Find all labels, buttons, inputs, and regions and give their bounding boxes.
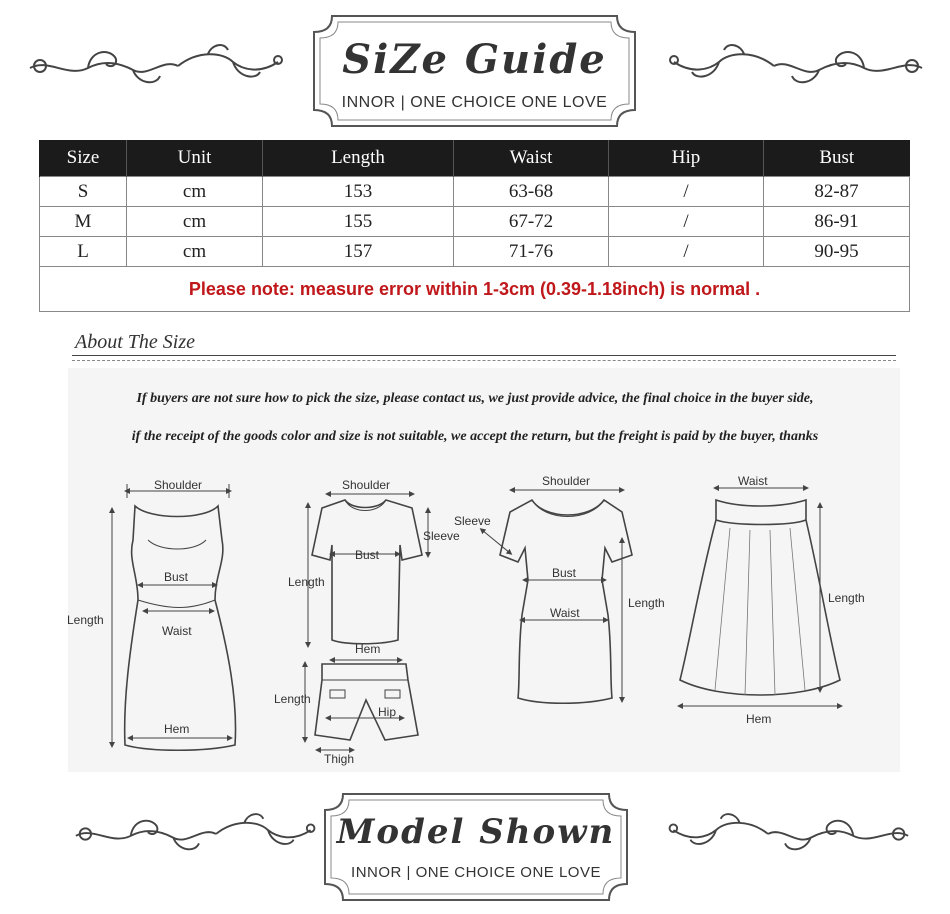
banner-title: Model Shown [336,812,616,852]
table-cell: / [609,207,764,237]
table-cell: cm [127,177,263,207]
model-shown-banner [0,788,950,908]
shorts-outline [315,664,418,740]
table-cell: cm [127,237,263,267]
banner-subtitle: INNOR | ONE CHOICE ONE LOVE [341,94,608,111]
shorts-hip-label: Hip [378,705,397,719]
tshirt-bust-label: Bust [355,548,380,562]
column-header: Unit [127,140,263,177]
table-cell: 155 [263,207,454,237]
table-cell: S [40,177,127,207]
tshirt-sleeve-label: Sleeve [423,529,460,543]
about-text-line-2: if the receipt of the goods color and size is not suitable, we accept the return, but the freight is paid by the buyer, thanks [131,429,819,444]
table-cell: 71-76 [454,237,609,267]
table-cell: / [609,237,764,267]
table-cell: 90-95 [764,237,910,267]
dress-length-label: Length [67,613,104,627]
top-measure-lines [482,490,622,700]
banner-subtitle: INNOR | ONE CHOICE ONE LOVE [351,864,601,881]
banner-title: SiZe Guide [342,36,607,83]
tshirt-diagram [312,500,422,644]
dress-shoulder-label: Shoulder [154,478,203,492]
dress-measure-lines [112,484,230,745]
measurement-note: Please note: measure error within 1-3cm (0.39-1.18inch) is normal . [40,267,910,312]
about-text-line-1: If buyers are not sure how to pick the size, please contact us, we just provide advice, the final choice in the buyer side, [136,391,814,406]
table-cell: 63-68 [454,177,609,207]
dress-bust-label: Bust [164,570,189,584]
table-cell: 86-91 [764,207,910,237]
column-header: Waist [454,140,609,177]
tshirt-shoulder-label: Shoulder [342,478,391,492]
column-header: Hip [609,140,764,177]
dress-waist-label: Waist [162,624,192,638]
about-title: About The Size [75,331,195,353]
column-header: Length [263,140,454,177]
skirt-measure-lines [680,488,840,706]
table-cell: 153 [263,177,454,207]
top-diagram [500,500,632,703]
skirt-hem-label: Hem [746,712,772,726]
shorts-length-label: Length [274,692,311,706]
table-cell: L [40,237,127,267]
table-cell: 157 [263,237,454,267]
table-cell: cm [127,207,263,237]
model-shown-plaque [323,792,629,902]
column-header: Size [40,140,127,177]
tshirt-hem-label: Hem [355,642,381,656]
skirt-diagram [680,500,840,695]
top-bust-label: Bust [552,566,577,580]
skirt-waist-label: Waist [738,474,768,488]
column-header: Bust [764,140,910,177]
top-sleeve-label: Sleeve [454,514,491,528]
top-shoulder-label: Shoulder [542,474,591,488]
top-outline [500,500,632,703]
dress-hem-label: Hem [164,722,190,736]
table-cell: / [609,177,764,207]
left-flourish-ornament [74,808,322,858]
tshirt-length-label: Length [288,575,325,589]
tshirt-outline [312,500,422,644]
right-flourish-ornament [662,808,910,858]
tshirt-measure-lines [308,494,428,660]
top-waist-label: Waist [550,606,580,620]
table-cell: M [40,207,127,237]
skirt-length-label: Length [828,591,865,605]
shorts-diagram [315,664,418,740]
shorts-thigh-label: Thigh [324,752,355,766]
table-cell: 67-72 [454,207,609,237]
skirt-outline [716,500,806,525]
table-cell: 82-87 [764,177,910,207]
top-length-label: Length [628,596,665,610]
